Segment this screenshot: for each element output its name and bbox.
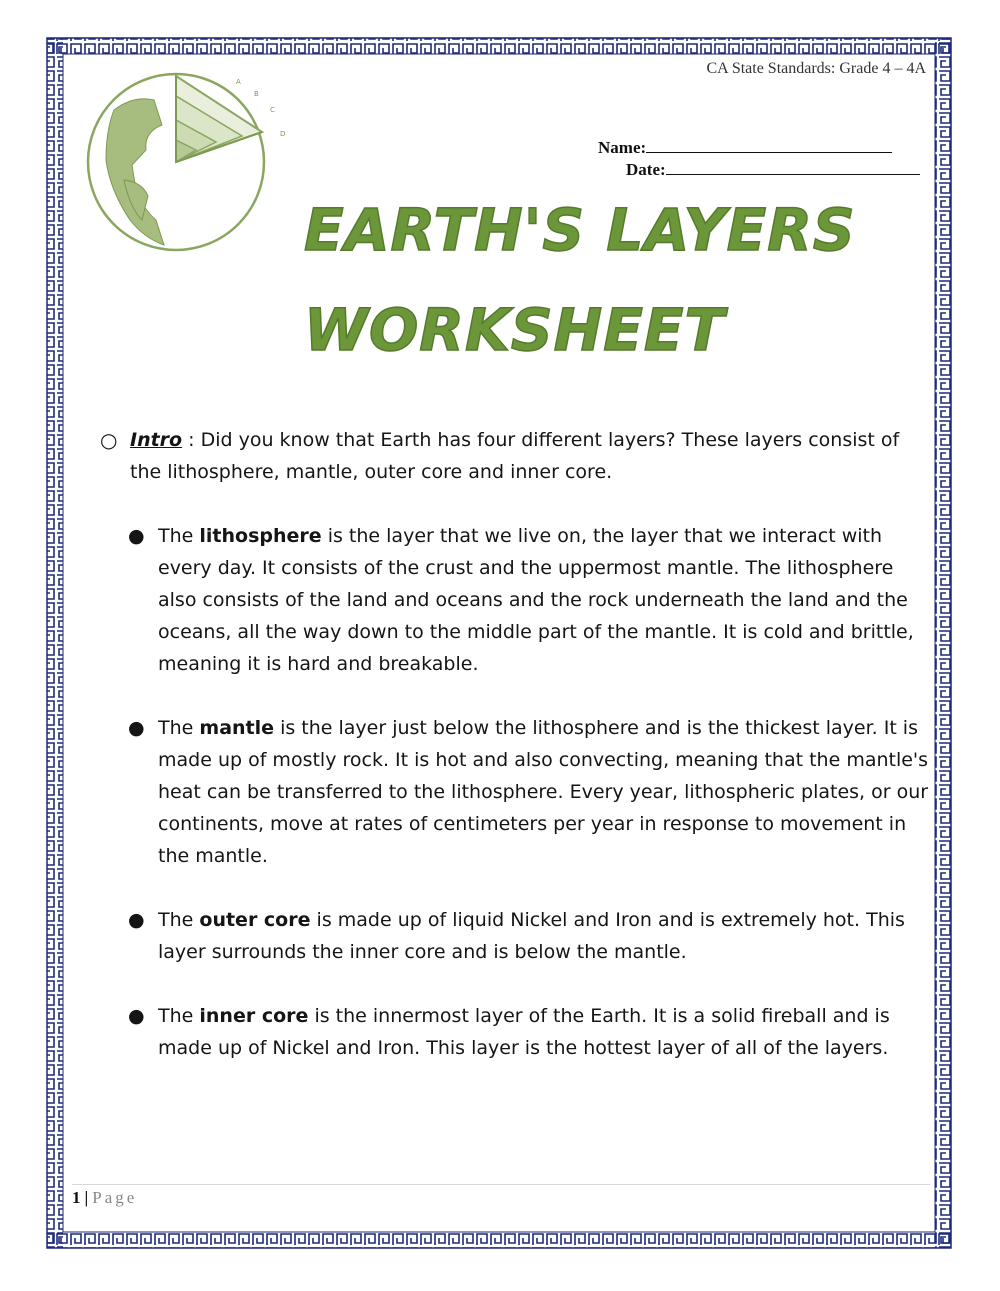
layer-term: mantle <box>199 717 275 739</box>
layer-description: is made up of liquid Nickel and Iron and is extremely hot. This layer surrounds the inner core and is below the mantle. <box>158 909 905 963</box>
page-number: 1 <box>72 1188 81 1207</box>
name-blank[interactable] <box>646 138 892 153</box>
layer-prefix: The <box>158 909 200 931</box>
intro-paragraph <box>98 424 933 488</box>
layer-item-inner-core <box>98 1000 933 1064</box>
layer-prefix: The <box>158 717 200 739</box>
date-label: Date: <box>626 160 666 179</box>
layer-description: is the innermost layer of the Earth. It is a solid fireball and is made up of Nickel and Iron. This layer is the hottest layer of all of the layers. <box>158 1005 890 1059</box>
globe-label-c: C <box>270 106 275 114</box>
footer-separator: | <box>84 1188 89 1207</box>
bullet-icon: ● <box>128 525 145 547</box>
hollow-bullet-icon: ○ <box>100 428 118 452</box>
layer-item-mantle <box>98 712 933 872</box>
intro-text: : Did you know that Earth has four different layers? These layers consist of the lithosphere, mantle, outer core and inner core. <box>130 429 900 483</box>
layer-term: outer core <box>199 909 311 931</box>
name-field[interactable] <box>598 138 892 158</box>
date-blank[interactable] <box>666 160 920 175</box>
worksheet-body <box>98 424 933 1064</box>
layer-prefix: The <box>158 525 200 547</box>
worksheet-title-line1: EARTH'S LAYERS <box>304 196 856 264</box>
bullet-icon: ● <box>128 1005 145 1027</box>
page-label: Page <box>92 1188 138 1207</box>
globe-label-b: B <box>254 90 259 98</box>
layer-item-outer-core <box>98 904 933 968</box>
page-footer <box>72 1188 137 1208</box>
layer-description: is the layer just below the lithosphere and is the thickest layer. It is made up of mostly rock. It is hot and also convecting, meaning that the mantle's heat can be transferred to the lithosphere. Every year, lithospheric plates, or our continents, move at rates of centimeters per year in response to movement in the mantle. <box>158 717 929 867</box>
intro-label: Intro <box>130 429 183 451</box>
globe-label-d: D <box>280 130 286 138</box>
layer-item-lithosphere <box>98 520 933 680</box>
name-label: Name: <box>598 138 647 157</box>
layer-prefix: The <box>158 1005 200 1027</box>
layer-description: is the layer that we live on, the layer that we interact with every day. It consists of the crust and the uppermost mantle. The lithosphere also consists of the land and oceans and the rock underneath the land and the oceans, all the way down to the middle part of the mantle. It is cold and brittle, meaning it is hard and breakable. <box>158 525 914 675</box>
layer-term: lithosphere <box>199 525 322 547</box>
globe-label-a: A <box>236 78 241 86</box>
earth-layers-globe-icon <box>84 70 294 260</box>
standards-label: CA State Standards: Grade 4 – 4A <box>706 60 926 77</box>
layer-term: inner core <box>199 1005 309 1027</box>
date-field[interactable] <box>626 160 920 180</box>
bullet-icon: ● <box>128 717 145 739</box>
bullet-icon: ● <box>128 909 145 931</box>
footer-divider <box>72 1184 930 1185</box>
worksheet-title-line2: WORKSHEET <box>304 296 726 364</box>
